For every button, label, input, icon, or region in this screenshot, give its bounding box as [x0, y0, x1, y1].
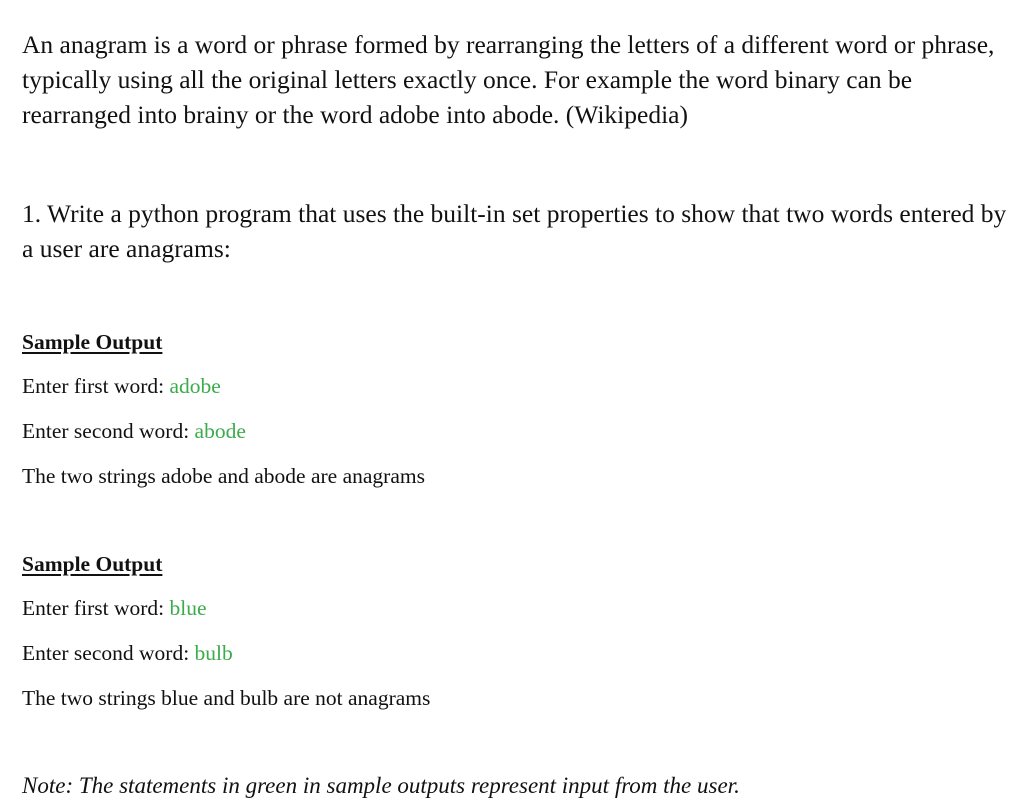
- task-statement: 1. Write a python program that uses the built-in set properties to show that two words entered by a user are anagrams:: [22, 199, 1007, 263]
- second-word-user-input: bulb: [194, 641, 233, 665]
- first-word-prompt: Enter first word:: [22, 596, 170, 620]
- sample-output-block: [22, 550, 1002, 729]
- first-word-line: [22, 372, 1002, 400]
- first-word-prompt: Enter first word:: [22, 374, 170, 398]
- first-word-user-input: blue: [169, 596, 207, 620]
- intro-paragraph: An anagram is a word or phrase formed by rearranging the letters of a different word or phrase, typically using all the original letters exactly once. For example the word binary can be rearranged into brainy or the word adobe into abode. (Wikipedia): [22, 30, 995, 129]
- first-word-line: [22, 594, 1002, 622]
- second-word-user-input: abode: [194, 419, 246, 443]
- sample-output-block: [22, 328, 1002, 507]
- first-word-user-input: adobe: [169, 374, 221, 398]
- note-text: Note: The statements in green in sample outputs represent input from the user.: [22, 773, 740, 798]
- sample-output-title: Sample Output: [22, 552, 163, 576]
- second-word-line: [22, 417, 1002, 445]
- second-word-line: [22, 639, 1002, 667]
- second-word-prompt: Enter second word:: [22, 419, 195, 443]
- second-word-prompt: Enter second word:: [22, 641, 195, 665]
- result-line: The two strings blue and bulb are not anagrams: [22, 686, 431, 710]
- sample-output-title: Sample Output: [22, 330, 163, 354]
- result-line: The two strings adobe and abode are anagrams: [22, 464, 425, 488]
